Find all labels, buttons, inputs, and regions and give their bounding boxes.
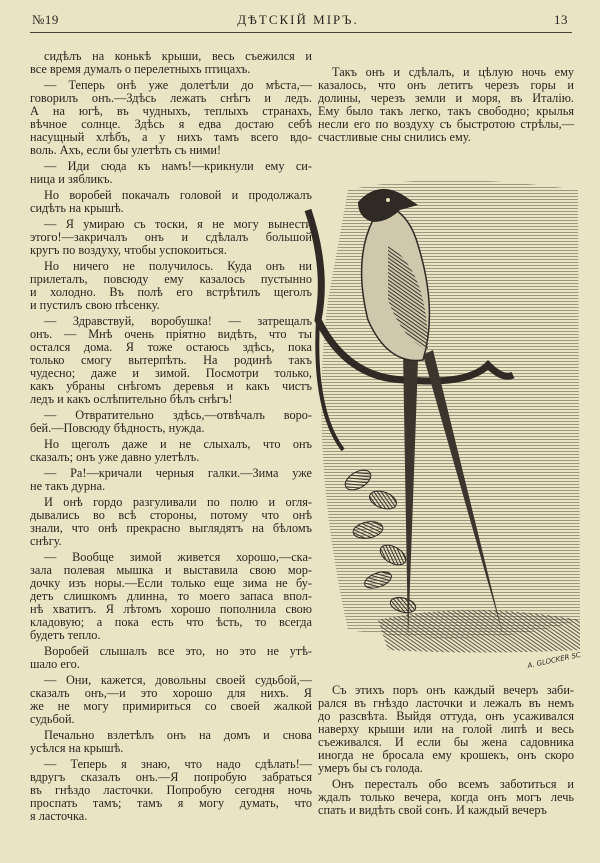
text-line: и пустилъ свою пѣсенку. (30, 298, 160, 312)
text-line: умеръ бы съ голода. (318, 761, 423, 775)
paragraph (30, 758, 312, 823)
text-line: до разсвѣта. Выйдя оттуда, онъ усаживался (318, 709, 574, 723)
text-line: Воробей слышалъ все это, но это не утѣ- (44, 644, 312, 658)
paragraph (30, 438, 312, 464)
paragraph (30, 551, 312, 642)
text-line: Такъ онъ и сдѣлалъ, и цѣлую ночь ему (332, 65, 574, 79)
text-line: судьбой. (30, 712, 75, 726)
header-rule (30, 32, 572, 33)
text-line: вѣчное солнце. Здѣсь я едва достаю себѣ (30, 117, 312, 131)
text-line: какъ убраны снѣгомъ деревья и какъ чистъ (30, 379, 312, 393)
text-line: кругъ по воздуху, чтобы успокоиться. (30, 243, 227, 257)
paragraph (30, 496, 312, 548)
text-line: иногда не бросала ему крошекъ, онъ скоро (318, 748, 574, 762)
text-line: — Отвратительно здѣсь,—отвѣчалъ воро- (44, 408, 312, 422)
text-line: наверху крыши или на голой липѣ и весь (318, 722, 574, 736)
text-line: Но ничего не получилось. Куда онъ ни (44, 259, 312, 273)
text-line: все время думалъ о перелетныхъ птицахъ. (30, 62, 251, 76)
text-line: же не могу примириться со своей жалкой (30, 699, 312, 713)
text-line: сидѣть на крышѣ. (30, 201, 124, 215)
text-line: нѣ хватитъ. Я лѣтомъ хорошо пополнила свою (30, 602, 312, 616)
text-line: Печально взлетѣлъ онъ на домъ и снова (44, 728, 312, 742)
text-line: — Здравствуй, воробушка! — затрещалъ (44, 314, 312, 328)
text-line: сказалъ онъ,—и это хорошо для нихъ. Я (30, 686, 312, 700)
paragraph (30, 160, 312, 186)
paragraph (318, 778, 574, 817)
paragraph (30, 189, 312, 215)
text-line: въ гнѣздо ласточки. Попробую сегодня ночь (30, 783, 312, 797)
left-column (30, 50, 312, 826)
text-line: Ему было такъ легко, такъ свободно; крылья (318, 104, 574, 118)
paragraph (30, 729, 312, 755)
bird-illustration (288, 150, 588, 680)
text-line: счастливые сны снились ему. (318, 130, 471, 144)
text-line: только смогу вытерпѣть. На родинѣ такъ (30, 353, 312, 367)
text-line: — Ра!—кричали черныя галки.—Зима уже (44, 466, 312, 480)
text-line: онъ. — Мнѣ очень пріятно видѣть, что ты (30, 327, 312, 341)
paragraph (318, 66, 574, 144)
right-column-bottom (318, 684, 574, 820)
sky-background (321, 180, 580, 638)
text-line: спать и видѣть свой сонъ. И каждый вечеръ (318, 803, 547, 817)
text-line: Но воробей покачалъ головой и продолжалъ (44, 188, 312, 202)
text-line: чудесно; даже и зимой. Посмотри только, (30, 366, 312, 380)
text-line: ждалъ только вечера, когда онъ могъ лечь (318, 790, 574, 804)
text-line: шало его. (30, 657, 80, 671)
text-line: воль. Ахъ, если бы улетѣть съ ними! (30, 143, 222, 157)
paragraph (30, 50, 312, 76)
text-line: насущный хлѣбъ, а у нихъ тамъ всего вдо- (30, 130, 312, 144)
text-line: — Они, кажется, довольны своей судьбой,— (44, 673, 312, 687)
paragraph (30, 79, 312, 157)
text-line: детъ слишкомъ длинна, то моего запаса впол- (30, 589, 312, 603)
text-line: съеживался. И если бы жена садовника (318, 735, 574, 749)
text-line: дывались во всѣ стороны, потому что онѣ (30, 508, 312, 522)
text-line: знали, что онѣ прекрасно выглядятъ на бѣломъ (30, 521, 312, 535)
text-line: Съ этихъ поръ онъ каждый вечеръ заби- (332, 683, 574, 697)
paragraph (30, 315, 312, 406)
text-line: Онъ пересталъ обо всемъ заботиться и (332, 777, 574, 791)
text-line: сидѣлъ на конькѣ крыши, весь съежился и (44, 49, 312, 63)
paragraph (30, 674, 312, 726)
text-line: ледъ и какъ ослѣпительно бѣлъ снѣгъ! (30, 392, 233, 406)
text-line: казалось, что онъ летитъ черезъ горы и (318, 78, 574, 92)
text-line: долины, черезъ земли и моря, въ Италію. (318, 91, 574, 105)
text-line: усѣлся на крышѣ. (30, 741, 124, 755)
text-line: остался дома. Я тоже остаюсь здѣсь, пока (30, 340, 312, 354)
paragraph (318, 684, 574, 775)
paragraph (30, 260, 312, 312)
text-line: И онѣ гордо разгуливали по полю и огля- (44, 495, 312, 509)
text-line: — Вообще зимой живется хорошо,—ска- (44, 550, 312, 564)
text-line: дочку изъ норы.—Если только еще зима не бу- (30, 576, 312, 590)
text-line: — Теперь онѣ уже долетѣли до мѣста,— (44, 78, 312, 92)
page-number: 13 (554, 12, 568, 27)
paragraph (30, 467, 312, 493)
text-line: снѣгу. (30, 534, 62, 548)
text-line: будетъ тепло. (30, 628, 101, 642)
paragraph (30, 409, 312, 435)
text-line: бей.—Повсюду бѣдность, нужда. (30, 421, 205, 435)
text-line: прилеталъ, повсюду ему казалось пустынно (30, 272, 312, 286)
text-line: этого!—закричалъ онъ и сдѣлалъ большой (30, 230, 312, 244)
issue-number: №19 (32, 12, 59, 27)
text-line: я ласточка. (30, 809, 88, 823)
text-line: кладовую; а пока есть что ѣсть, то всегда (30, 615, 312, 629)
text-line: рался въ гнѣздо ласточки и лежалъ въ немъ (318, 696, 574, 710)
text-line: — Иди сюда къ намъ!—крикнули ему си- (44, 159, 312, 173)
text-line: говорилъ онъ.—Здѣсь лежать снѣгъ и ледъ. (30, 91, 312, 105)
text-line: А на югѣ, въ чудныхъ, теплыхъ странахъ, (30, 104, 312, 118)
paragraph (30, 218, 312, 257)
text-line: не такъ дурна. (30, 479, 106, 493)
text-line: — Я умираю съ тоски, я не могу вынести (44, 217, 312, 231)
text-line: сказалъ; онъ уже давно улетѣлъ. (30, 450, 200, 464)
text-line: несли его по воздуху съ быстротою стрѣлы,— (318, 117, 574, 131)
text-line: вдругъ сказалъ онъ.—Я попробую забраться (30, 770, 312, 784)
text-line: зала полевая мышка и выставила свою мор- (30, 563, 312, 577)
text-line: Но щеголъ даже и не слыхалъ, что онъ (44, 437, 312, 451)
text-line: проспать тамъ; тамъ я могу думать, что (30, 796, 312, 810)
magazine-title: ДѢТСКІЙ МІРЪ. (237, 12, 359, 27)
right-column-top (318, 66, 574, 147)
engraver-signature: A. GLOCKER SC (526, 650, 582, 670)
text-line: и холодно. Въ полѣ его встрѣтилъ щеголъ (30, 285, 312, 299)
text-line: — Теперь я знаю, что надо сдѣлать!— (44, 757, 312, 771)
text-line: ница и зябликъ. (30, 172, 113, 186)
paragraph (30, 645, 312, 671)
